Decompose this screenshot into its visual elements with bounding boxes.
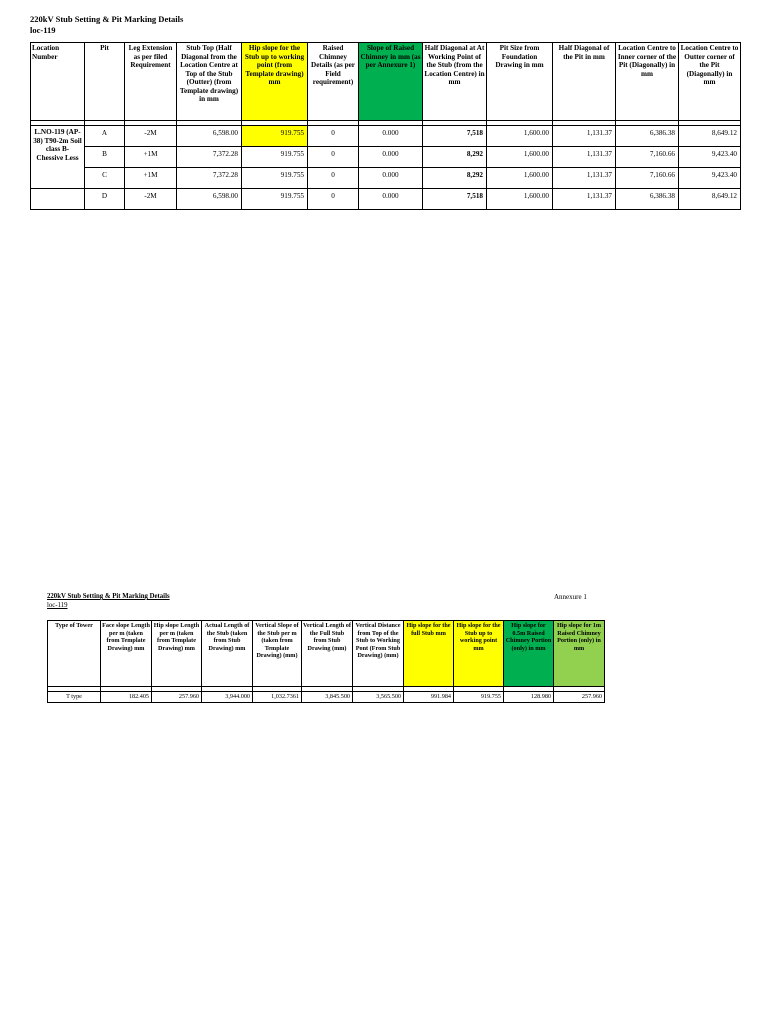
pit-cell: A	[85, 126, 125, 147]
col-header: Leg Extension as per filed Requirement	[125, 43, 177, 121]
col-header: Hip slope for 0.5m Raised Chimney Portion (only) in mm	[504, 621, 554, 687]
value-cell: 991.984	[404, 692, 454, 703]
col-header: Vertical Slope of the Stub per m (taken from Template Drawing) (mm)	[253, 621, 302, 687]
value-cell: 3,845.500	[302, 692, 353, 703]
half-diag-cell: 7,518	[423, 189, 487, 210]
hip-cell: 919.755	[242, 189, 308, 210]
value-cell: 257.960	[554, 692, 605, 703]
value-cell: 257.960	[152, 692, 202, 703]
col-header: Vertical Distance from Top of the Stub to Working Pont (From Stub Drawing) (mm)	[353, 621, 404, 687]
location-cell: L.NO-119 (AP-38) T90-2m Soil class B- Chessive Less	[31, 126, 85, 189]
table-row	[31, 189, 741, 210]
pit-size-cell: 1,600.00	[487, 168, 553, 189]
col-header: Actual Length of the Stub (taken from Stub Drawing) mm	[202, 621, 253, 687]
stub-top-cell: 6,598.00	[177, 126, 242, 147]
half-pit-cell: 1,131.37	[553, 168, 616, 189]
page-title: 220kV Stub Setting & Pit Marking Details	[30, 14, 184, 24]
col-header: Face slope Length per m (taken from Template Drawing) mm	[101, 621, 152, 687]
outer-cell: 8,649.12	[679, 189, 741, 210]
col-header: Pit Size from Foundation Drawing in mm	[487, 43, 553, 121]
col-header: Location Number	[31, 43, 85, 121]
annexure-label: Annexure 1	[554, 593, 587, 601]
col-header: Slope of Raised Chimney in mm (as per Annexure 1)	[359, 43, 423, 121]
col-header: Half Diagonal of the Pit in mm	[553, 43, 616, 121]
col-header: Stub Top (Half Diagonal from the Location Centre at Top of the Stub (Outter) (from Template drawing) in mm	[177, 43, 242, 121]
half-pit-cell: 1,131.37	[553, 126, 616, 147]
col-header: Hip slope for the Stub up to working point mm	[454, 621, 504, 687]
chimney-cell: 0	[308, 126, 359, 147]
table-row	[31, 126, 741, 147]
chimney-cell: 0	[308, 147, 359, 168]
pit-size-cell: 1,600.00	[487, 147, 553, 168]
tower-type-cell: T type	[48, 692, 101, 703]
table-header-row	[48, 621, 605, 687]
stub-top-cell: 7,372.28	[177, 147, 242, 168]
chimney-cell: 0	[308, 168, 359, 189]
col-header: Pit	[85, 43, 125, 121]
col-header: Half Diagonal at At Working Point of the Stub (from the Location Centre) in mm	[423, 43, 487, 121]
inner-cell: 6,386.38	[616, 126, 679, 147]
pit-size-cell: 1,600.00	[487, 126, 553, 147]
leg-cell: -2M	[125, 189, 177, 210]
value-cell: 1,032.7361	[253, 692, 302, 703]
leg-cell: -2M	[125, 126, 177, 147]
half-diag-cell: 8,292	[423, 147, 487, 168]
pit-cell: B	[85, 147, 125, 168]
table-row	[48, 692, 605, 703]
hip-cell: 919.755	[242, 126, 308, 147]
outer-cell: 9,423.40	[679, 168, 741, 189]
value-cell: 3,944.000	[202, 692, 253, 703]
table-row	[31, 147, 741, 168]
col-header: Type of Tower	[48, 621, 101, 687]
pit-cell: C	[85, 168, 125, 189]
slope-cell: 0.000	[359, 168, 423, 189]
annexure-table	[47, 620, 605, 703]
inner-cell: 7,160.66	[616, 147, 679, 168]
slope-cell: 0.000	[359, 126, 423, 147]
col-header: Vertical Length of the Full Stub from Stub Drawing (mm)	[302, 621, 353, 687]
annexure-title: 220kV Stub Setting & Pit Marking Details	[47, 593, 170, 600]
value-cell: 128.980	[504, 692, 554, 703]
half-pit-cell: 1,131.37	[553, 189, 616, 210]
pit-size-cell: 1,600.00	[487, 189, 553, 210]
table-header-row	[31, 43, 741, 121]
stub-top-cell: 7,372.28	[177, 168, 242, 189]
stub-top-cell: 6,598.00	[177, 189, 242, 210]
inner-cell: 7,160.66	[616, 168, 679, 189]
half-diag-cell: 8,292	[423, 168, 487, 189]
leg-cell: +1M	[125, 147, 177, 168]
col-header: Hip slope for 1m Raised Chimney Portion (only) in mm	[554, 621, 605, 687]
slope-cell: 0.000	[359, 189, 423, 210]
leg-cell: +1M	[125, 168, 177, 189]
outer-cell: 8,649.12	[679, 126, 741, 147]
col-header: Hip slope for the full Stub mm	[404, 621, 454, 687]
inner-cell: 6,386.38	[616, 189, 679, 210]
value-cell: 182.405	[101, 692, 152, 703]
outer-cell: 9,423.40	[679, 147, 741, 168]
stub-setting-table	[30, 42, 741, 210]
col-header: Hip slope Length per m (taken from Template Drawing) mm	[152, 621, 202, 687]
slope-cell: 0.000	[359, 147, 423, 168]
col-header: Hip slope for the Stub up to working point (from Template drawing) mm	[242, 43, 308, 121]
value-cell: 919.755	[454, 692, 504, 703]
col-header: Location Centre to Outter corner of the Pit (Diagonally) in mm	[679, 43, 741, 121]
chimney-cell: 0	[308, 189, 359, 210]
col-header: Location Centre to Inner corner of the Pit (Diagonally) in mm	[616, 43, 679, 121]
hip-cell: 919.755	[242, 168, 308, 189]
page-subtitle: loc-119	[30, 25, 56, 35]
pit-cell: D	[85, 189, 125, 210]
half-pit-cell: 1,131.37	[553, 147, 616, 168]
half-diag-cell: 7,518	[423, 126, 487, 147]
col-header: Raised Chimney Details (as per Field requirement)	[308, 43, 359, 121]
annexure-subtitle: loc-119	[47, 602, 68, 609]
table-row	[31, 168, 741, 189]
hip-cell: 919.755	[242, 147, 308, 168]
value-cell: 3,565.500	[353, 692, 404, 703]
